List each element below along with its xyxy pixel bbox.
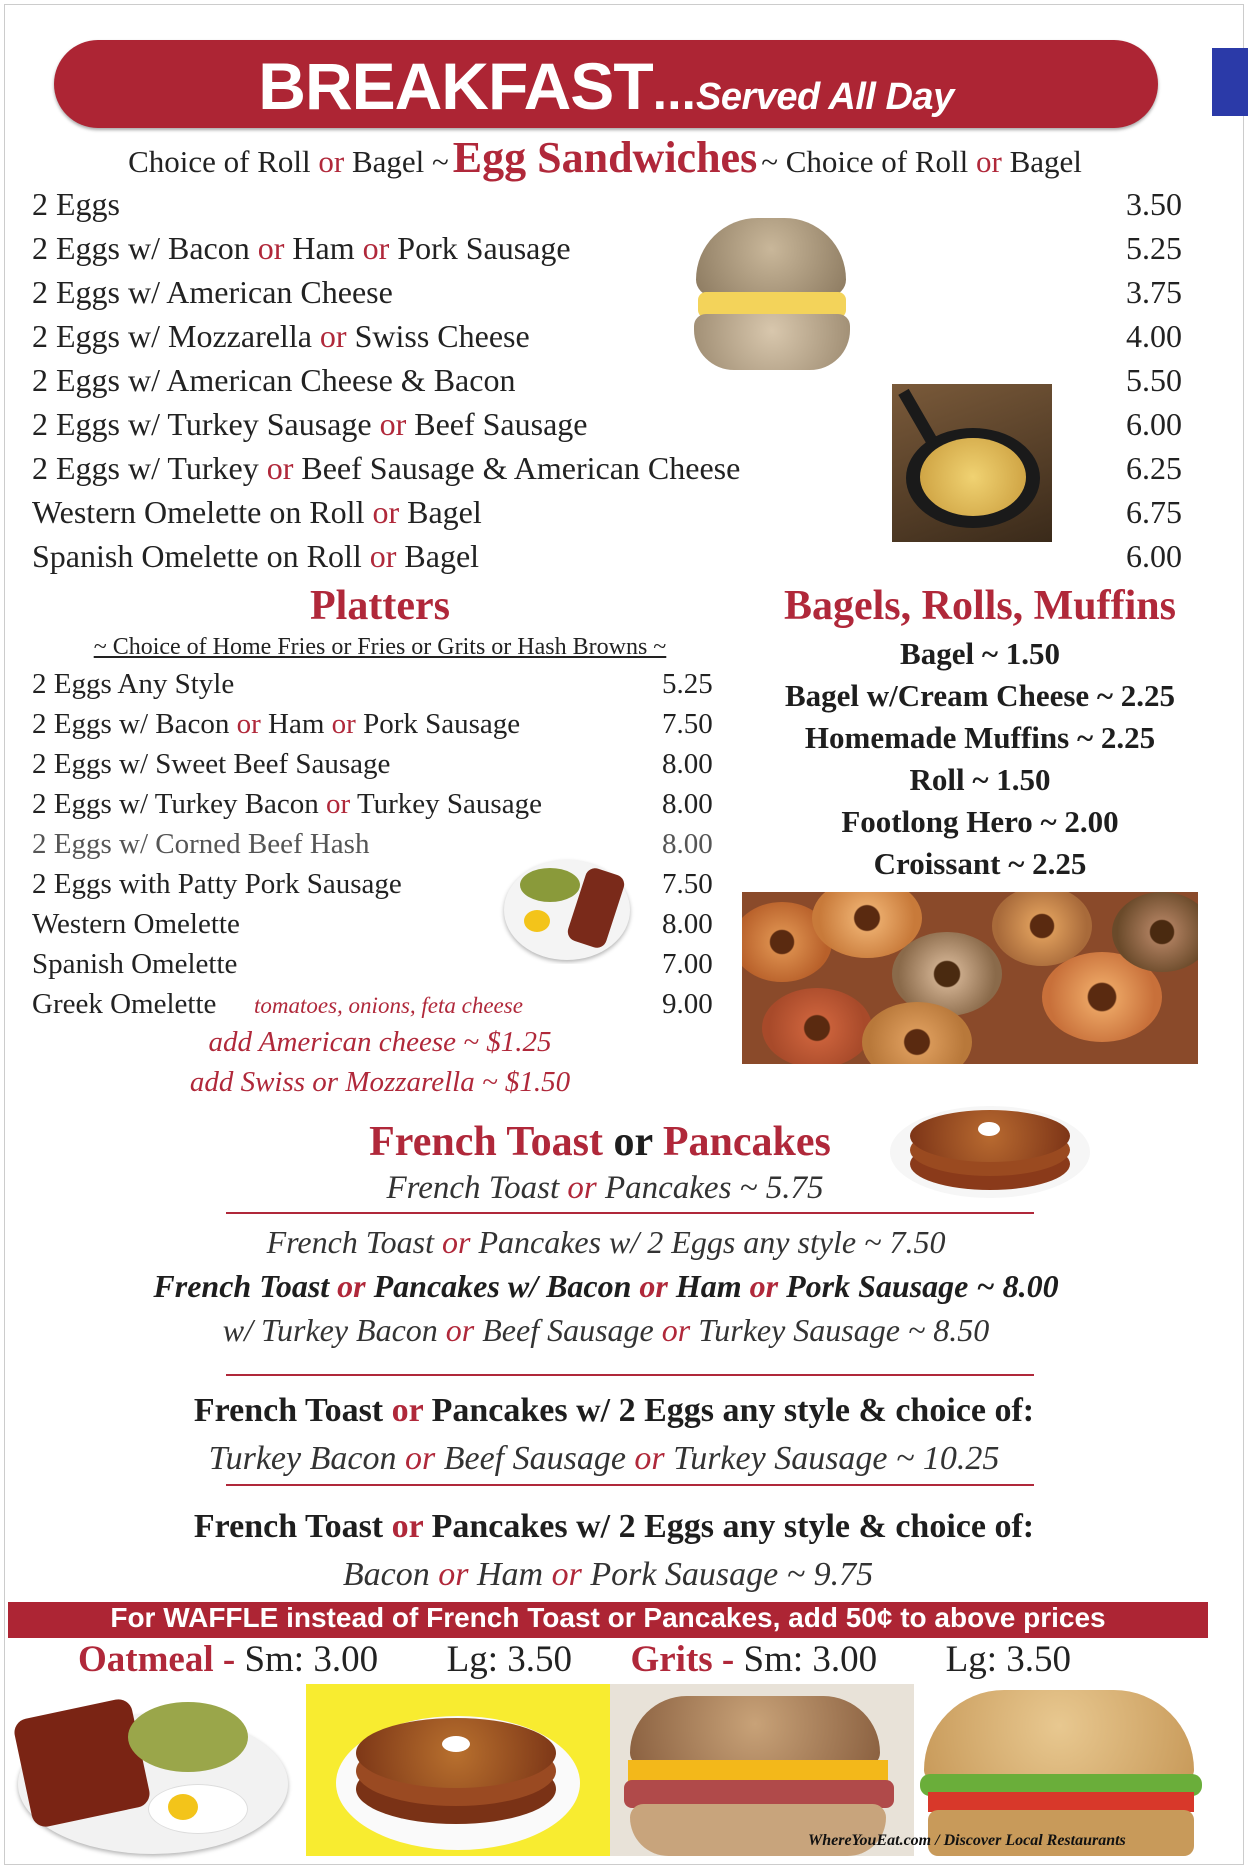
or-connector: or	[326, 788, 351, 820]
ft-divider	[226, 1212, 1034, 1214]
breakfast-banner	[54, 40, 1158, 128]
item-name: Greek Omelette	[32, 988, 217, 1020]
item-name: Western Omelette on Roll or Bagel	[32, 494, 482, 530]
addon-swiss-mozzarella: add Swiss or Mozzarella ~ $1.50	[189, 1066, 571, 1098]
menu-item	[32, 230, 1182, 274]
item-price: 7.50	[662, 868, 713, 900]
oatmeal-small-price: Sm: 3.00	[244, 1639, 379, 1680]
omelette-skillet-photo	[892, 384, 1052, 542]
item-name: 2 Eggs	[32, 186, 120, 222]
or-connector: or	[369, 538, 397, 574]
or-connector: or	[362, 230, 390, 266]
pancakes-bottom-photo	[306, 1684, 610, 1856]
ft-divider	[226, 1484, 1034, 1486]
menu-item	[32, 788, 724, 828]
or-connector: or	[445, 1312, 475, 1348]
or-connector: or	[438, 1556, 469, 1593]
or-connector: or	[257, 230, 285, 266]
or-connector: or	[318, 144, 345, 179]
or-connector: or	[567, 1170, 597, 1206]
menu-item	[32, 186, 1182, 230]
bagel-item: Roll ~ 1.50	[909, 762, 1051, 797]
bagels-photo	[742, 892, 1198, 1064]
credit-watermark: WhereYouEat.com / Discover Local Restaurants	[808, 1832, 1126, 1849]
waffle-note: For WAFFLE instead of French Toast or Pancakes, add 50¢ to above prices	[110, 1602, 1106, 1633]
ft-line-2-eggs: French Toast or Pancakes w/ 2 Eggs any style ~ 7.50	[266, 1224, 946, 1260]
or-connector: or	[639, 1268, 668, 1304]
item-price: 8.00	[662, 828, 713, 860]
or-connector: or	[749, 1268, 779, 1304]
ft-line-combo-a-header: French Toast or Pancakes w/ 2 Eggs any style & choice of:	[193, 1392, 1035, 1429]
bagel-item: Croissant ~ 2.25	[873, 846, 1087, 881]
eggs-bacon-photo	[8, 1684, 306, 1856]
item-price: 6.00	[1126, 538, 1182, 574]
item-name: 2 Eggs w/ Bacon or Ham or Pork Sausage	[32, 708, 521, 740]
or-connector: or	[661, 1312, 691, 1348]
or-connector: or	[236, 708, 261, 740]
waffle-note-bar	[8, 1602, 1208, 1638]
or-connector: or	[331, 708, 356, 740]
menu-item	[32, 538, 1182, 582]
ft-line-bacon-ham: French Toast or Pancakes w/ Bacon or Ham or Pork Sausage ~ 8.00	[153, 1268, 1059, 1304]
item-price: 5.25	[662, 668, 713, 700]
bagel-item: Bagel ~ 1.50	[900, 636, 1060, 671]
item-name: 2 Eggs with Patty Pork Sausage	[32, 868, 402, 900]
ft-line-combo-b-options: Bacon or Ham or Pork Sausage ~ 9.75	[342, 1556, 874, 1593]
bottom-photos	[8, 1684, 1208, 1856]
item-name: Western Omelette	[32, 908, 240, 940]
burger-photo	[914, 1684, 1208, 1856]
egg-sandwiches-heading: Egg Sandwiches	[452, 133, 758, 182]
menu-item	[32, 274, 1182, 318]
item-price: 8.00	[662, 748, 713, 780]
grits-large-price: Lg: 3.50	[945, 1639, 1072, 1680]
or-connector: or	[441, 1224, 471, 1260]
or-connector: or	[976, 144, 1002, 179]
french-toast-title	[300, 1118, 900, 1166]
item-name: 2 Eggs w/ American Cheese	[32, 274, 393, 310]
item-name: Spanish Omelette on Roll or Bagel	[32, 538, 480, 574]
french-toast-title-a: French Toast	[369, 1119, 603, 1165]
bagel-item: Footlong Hero ~ 2.00	[841, 804, 1119, 839]
item-name: 2 Eggs w/ Corned Beef Hash	[32, 828, 370, 860]
item-price: 6.00	[1126, 406, 1182, 442]
ft-line-combo-a-options: Turkey Bacon or Beef Sausage or Turkey Sausage ~ 10.25	[208, 1440, 1000, 1477]
or-connector: or	[391, 1508, 424, 1545]
grits-label: Grits -	[630, 1639, 735, 1680]
breakfast-sandwich-photo	[610, 1684, 914, 1856]
platters-choice	[0, 634, 760, 661]
oatmeal-grits-row	[78, 1638, 1178, 1688]
item-price: 9.00	[662, 988, 713, 1020]
egg-sandwich-photo	[688, 212, 854, 374]
item-name: 2 Eggs w/ Sweet Beef Sausage	[32, 748, 391, 780]
menu-item	[32, 708, 724, 748]
or-connector: or	[266, 450, 294, 486]
item-price: 8.00	[662, 908, 713, 940]
item-name: 2 Eggs w/ Turkey Sausage or Beef Sausage	[32, 406, 588, 442]
bagel-item: Bagel w/Cream Cheese ~ 2.25	[784, 678, 1176, 713]
item-price: 5.50	[1126, 362, 1182, 398]
item-name: 2 Eggs w/ Turkey or Beef Sausage & American Cheese	[32, 450, 741, 486]
item-price: 7.50	[662, 708, 713, 740]
bagels-title: Bagels, Rolls, Muffins	[783, 583, 1177, 629]
item-price: 8.00	[662, 788, 713, 820]
egg-sandwiches-side-left: Choice of Roll or Bagel ~	[128, 144, 449, 179]
french-toast-title-or: or	[613, 1119, 653, 1165]
item-name: 2 Eggs w/ American Cheese & Bacon	[32, 362, 516, 398]
item-price: 5.25	[1126, 230, 1182, 266]
platters-title: Platters	[310, 583, 450, 629]
menu-item	[32, 318, 1182, 362]
edge-tab	[1212, 48, 1248, 116]
or-connector: or	[372, 494, 400, 530]
oatmeal-large-price: Lg: 3.50	[446, 1639, 572, 1680]
banner-title-dots: ...	[652, 63, 696, 121]
item-price: 6.25	[1126, 450, 1182, 486]
eggs-bacon-plate-photo	[498, 846, 636, 964]
banner-title	[54, 48, 1158, 124]
menu-item	[32, 988, 724, 1028]
ft-line-basic: French Toast or Pancakes ~ 5.75	[386, 1170, 824, 1206]
item-price: 6.75	[1126, 494, 1182, 530]
or-connector: or	[404, 1440, 436, 1477]
menu-item	[32, 748, 724, 788]
item-price: 4.00	[1126, 318, 1182, 354]
oatmeal-label: Oatmeal -	[78, 1639, 236, 1680]
french-toast-title-b: Pancakes	[662, 1119, 831, 1165]
or-connector: or	[634, 1440, 665, 1477]
ft-line-combo-b-header: French Toast or Pancakes w/ 2 Eggs any style & choice of:	[193, 1508, 1035, 1545]
item-name: 2 Eggs Any Style	[32, 668, 235, 700]
item-name: 2 Eggs w/ Bacon or Ham or Pork Sausage	[32, 230, 571, 266]
or-connector: or	[391, 1392, 424, 1429]
or-connector: or	[337, 1268, 366, 1304]
platters-choice-text: ~ Choice of Home Fries or Fries or Grits or Hash Browns ~	[93, 634, 667, 660]
item-note: tomatoes, onions, feta cheese	[254, 993, 523, 1018]
item-name: 2 Eggs w/ Turkey Bacon or Turkey Sausage	[32, 788, 542, 820]
item-name: 2 Eggs w/ Mozzarella or Swiss Cheese	[32, 318, 530, 354]
ft-divider	[226, 1374, 1034, 1376]
banner-title-small: Served All Day	[695, 76, 954, 118]
addon-american-cheese: add American cheese ~ $1.25	[208, 1026, 552, 1058]
item-price: 3.75	[1126, 274, 1182, 310]
item-price: 7.00	[662, 948, 713, 980]
or-connector: or	[551, 1556, 582, 1593]
menu-item	[32, 668, 724, 708]
or-connector: or	[379, 406, 407, 442]
egg-sandwiches-header	[0, 132, 1210, 183]
grits-small-price: Sm: 3.00	[743, 1639, 878, 1680]
item-price: 3.50	[1126, 186, 1182, 222]
bagel-item: Homemade Muffins ~ 2.25	[804, 720, 1156, 755]
item-name: Spanish Omelette	[32, 948, 238, 980]
ft-line-turkey: w/ Turkey Bacon or Beef Sausage or Turkey Sausage ~ 8.50	[222, 1312, 990, 1348]
egg-sandwiches-side-right: ~ Choice of Roll or Bagel	[761, 144, 1082, 179]
or-connector: or	[319, 318, 347, 354]
banner-title-big: BREAKFAST	[258, 49, 653, 123]
